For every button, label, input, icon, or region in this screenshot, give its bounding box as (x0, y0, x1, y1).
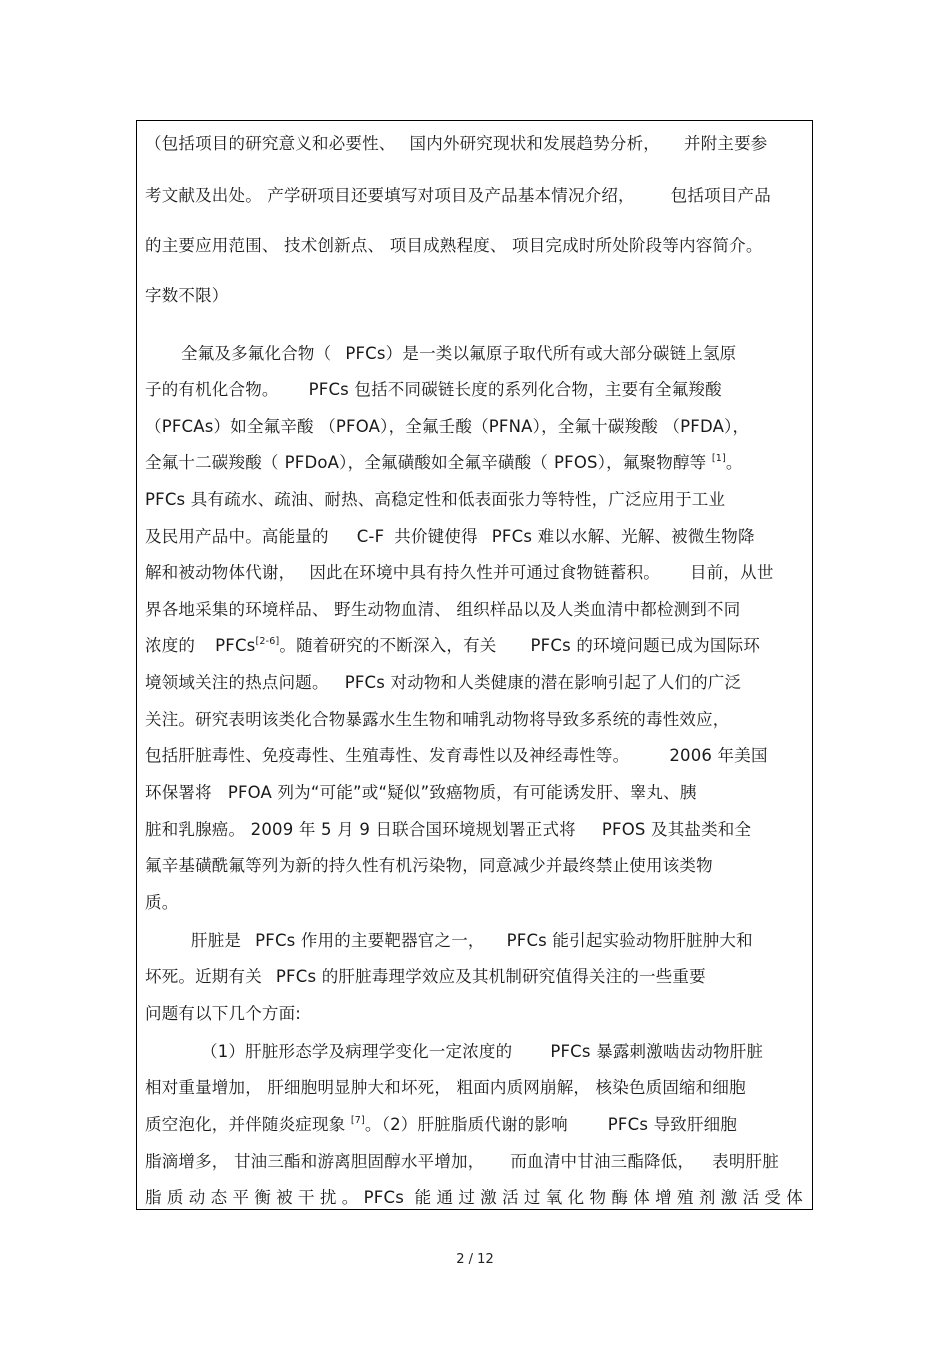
body-line: 相对重量增加， 肝细胞明显肿大和坏死， 粗面内质网崩解， 核染色质固缩和细胞 (145, 1078, 746, 1097)
body-line: PFCs 具有疏水、疏油、耐热、高稳定性和低表面张力等特性，广泛应用于工业 (145, 490, 726, 509)
body-line: 全氟及多氟化合物（ PFCs）是一类以氟原子取代所有或大部分碳链上氢原 (181, 344, 737, 363)
body-line: 解和被动物体代谢， 因此在环境中具有持久性并可通过食物链蓄积。 目前，从世 (145, 563, 774, 582)
body-line: 界各地采集的环境样品、 野生动物血清、 组织样品以及人类血清中都检测到不同 (145, 600, 741, 619)
citation-ref: [1] (711, 453, 726, 464)
citation-ref: [7] (350, 1115, 365, 1126)
body-line: 质空泡化，并伴随炎症现象 [7]。（2）肝脏脂质代谢的影响 PFCs 导致肝细胞 (145, 1115, 738, 1134)
body-line: 包括肝脏毒性、免疫毒性、生殖毒性、发育毒性以及神经毒性等。 2006 年美国 (145, 746, 768, 765)
body-line: 脏和乳腺癌。 2009 年 5 月 9 日联合国环境规划署正式将 PFOS 及其盐类和全 (145, 820, 752, 839)
body-line: 坏死。近期有关 PFCs 的肝脏毒理学效应及其机制研究值得关注的一些重要 (145, 967, 706, 986)
body-line: 氟辛基磺酰氟等列为新的持久性有机污染物，同意减少并最终禁止使用该类物 (145, 856, 713, 875)
intro-line: 字数不限） (145, 286, 229, 305)
body-line: 境领域关注的热点问题。 PFCs 对动物和人类健康的潜在影响引起了人们的广泛 (145, 673, 742, 692)
body-line: 及民用产品中。高能量的 C-F 共价键使得 PFCs 难以水解、光解、被微生物降 (145, 527, 755, 546)
body-line: 脂质动态平衡被干扰。PFCs 能通过激活过氧化物酶体增殖剂激活受体 (145, 1188, 803, 1207)
body-line: （PFCAs）如全氟辛酸 （PFOA），全氟壬酸（PFNA），全氟十碳羧酸 （PFDA）， (145, 417, 750, 436)
body-line: 环保署将 PFOA 列为“可能”或“疑似”致癌物质，有可能诱发肝、睾丸、胰 (145, 783, 697, 802)
intro-line: 的主要应用范围、 技术创新点、 项目成熟程度、 项目完成时所处阶段等内容简介。 (145, 236, 763, 255)
body-line: 肝脏是 PFCs 作用的主要靶器官之一， PFCs 能引起实验动物肝脏肿大和 (191, 931, 753, 950)
citation-ref: [2-6] (255, 636, 280, 647)
body-line: 子的有机化合物。 PFCs 包括不同碳链长度的系列化合物，主要有全氟羧酸 (145, 380, 722, 399)
intro-line: （包括项目的研究意义和必要性、 国内外研究现状和发展趋势分析， 并附主要参 (145, 134, 768, 153)
body-line: （1）肝脏形态学及病理学变化一定浓度的 PFCs 暴露刺激啮齿动物肝脏 (201, 1042, 764, 1061)
body-line: 脂滴增多， 甘油三酯和游离胆固醇水平增加， 而血清中甘油三酯降低， 表明肝脏 (145, 1152, 779, 1171)
body-line: 关注。研究表明该类化合物暴露水生生物和哺乳动物将导致多系统的毒性效应， (145, 710, 730, 729)
intro-line: 考文献及出处。 产学研项目还要填写对项目及产品基本情况介绍， 包括项目产品 (145, 186, 771, 205)
body-line: 问题有以下几个方面: (145, 1004, 302, 1023)
body-line: 浓度的 PFCs[2-6]。随着研究的不断深入，有关 PFCs 的环境问题已成为国际环 (145, 636, 761, 655)
body-line: 全氟十二碳羧酸（ PFDoA），全氟磺酸如全氟辛磺酸（ PFOS），氟聚物醇等 [1]。 (145, 453, 743, 472)
page-number: 2 / 12 (456, 1252, 494, 1267)
body-line: 质。 (145, 893, 179, 912)
